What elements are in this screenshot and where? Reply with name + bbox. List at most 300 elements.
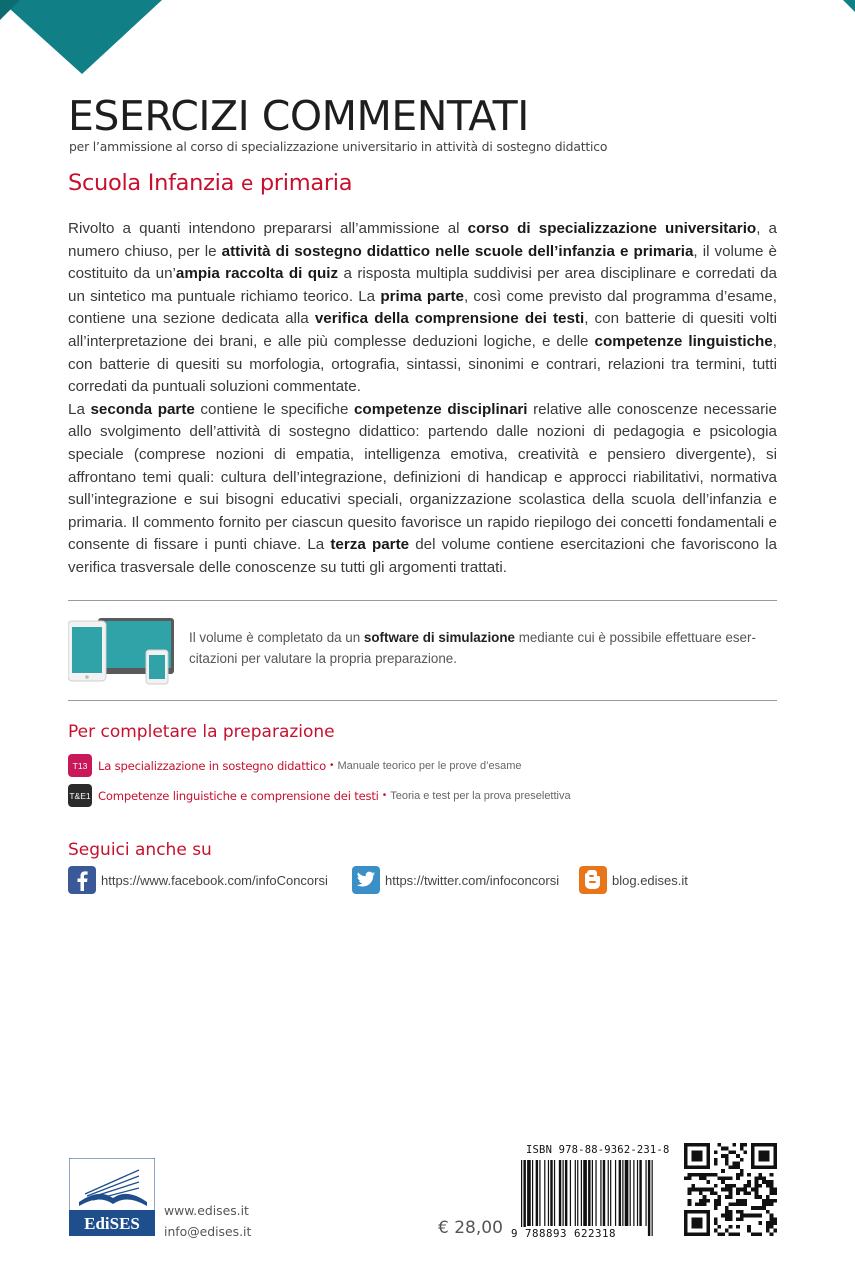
qr-module xyxy=(751,1150,755,1154)
headline-conjunction: e xyxy=(240,171,253,195)
qr-module xyxy=(770,1214,774,1218)
qr-module xyxy=(703,1203,707,1207)
qr-module xyxy=(691,1232,695,1236)
qr-module xyxy=(773,1188,777,1192)
description-paragraph-1 xyxy=(68,218,777,399)
qr-module xyxy=(729,1225,733,1229)
qr-module xyxy=(732,1143,736,1147)
qr-module xyxy=(684,1147,688,1151)
qr-module xyxy=(710,1191,714,1195)
qr-module xyxy=(758,1195,762,1199)
qr-module xyxy=(695,1154,699,1158)
qr-module xyxy=(740,1173,744,1177)
page-title: ESERCIZI COMMENTATI xyxy=(68,92,529,140)
qr-module xyxy=(695,1173,699,1177)
barcode-bar xyxy=(539,1160,540,1226)
qr-module xyxy=(699,1203,703,1207)
body-run: , così come previsto dal programma d’esame, contiene una sezione dedicata alla xyxy=(68,287,777,328)
qr-module xyxy=(691,1143,695,1147)
barcode-bar xyxy=(570,1160,571,1226)
qr-module xyxy=(744,1199,748,1203)
qr-module xyxy=(688,1199,692,1203)
qr-module xyxy=(710,1188,714,1192)
qr-module xyxy=(691,1173,695,1177)
qr-module xyxy=(766,1221,770,1225)
qr-module xyxy=(684,1158,688,1162)
qr-module xyxy=(684,1162,688,1166)
qr-module xyxy=(732,1162,736,1166)
qr-module xyxy=(703,1195,707,1199)
qr-module xyxy=(706,1225,710,1229)
qr-module xyxy=(721,1232,725,1236)
qr-module xyxy=(766,1165,770,1169)
qr-module xyxy=(725,1147,729,1151)
qr-module xyxy=(747,1173,751,1177)
qr-module xyxy=(729,1203,733,1207)
qr-module xyxy=(725,1206,729,1210)
barcode-bar xyxy=(645,1160,646,1226)
qr-module xyxy=(706,1162,710,1166)
barcode-bar xyxy=(588,1160,590,1226)
qr-module xyxy=(699,1232,703,1236)
qr-module xyxy=(691,1150,695,1154)
qr-module xyxy=(699,1221,703,1225)
emphasis-text: corso di specializzazione universitario xyxy=(467,220,757,237)
qr-module xyxy=(732,1232,736,1236)
qr-module xyxy=(688,1176,692,1180)
qr-module xyxy=(714,1150,718,1154)
barcode-bar xyxy=(610,1160,611,1226)
qr-module xyxy=(758,1206,762,1210)
qr-module xyxy=(706,1147,710,1151)
qr-module xyxy=(751,1143,755,1147)
social-twitter[interactable] xyxy=(352,866,559,894)
barcode-bar xyxy=(619,1160,621,1226)
qr-module xyxy=(744,1214,748,1218)
qr-module xyxy=(729,1210,733,1214)
qr-module xyxy=(736,1176,740,1180)
barcode-bar xyxy=(575,1160,576,1226)
qr-module xyxy=(717,1176,721,1180)
qr-module xyxy=(755,1191,759,1195)
qr-module xyxy=(695,1221,699,1225)
qr-module xyxy=(691,1154,695,1158)
qr-module xyxy=(691,1225,695,1229)
qr-module xyxy=(744,1203,748,1207)
blog-link[interactable]: blog.edises.it xyxy=(612,872,688,888)
qr-module xyxy=(751,1158,755,1162)
body-run: , con batterie di quesiti volti all’interpretazione dei brani, e alle più complesse deduzioni logiche, e delle xyxy=(68,310,777,350)
qr-module xyxy=(714,1206,718,1210)
qr-module xyxy=(684,1143,688,1147)
headline-part-2: primaria xyxy=(259,170,353,196)
qr-module xyxy=(732,1165,736,1169)
qr-module xyxy=(695,1232,699,1236)
qr-module xyxy=(766,1210,770,1214)
qr-module xyxy=(699,1199,703,1203)
qr-module xyxy=(710,1173,714,1177)
qr-module xyxy=(714,1158,718,1162)
qr-module xyxy=(729,1150,733,1154)
website-link[interactable]: www.edises.it xyxy=(164,1203,249,1218)
qr-module xyxy=(691,1158,695,1162)
blogger-icon xyxy=(579,866,607,894)
qr-module xyxy=(684,1229,688,1233)
qr-module xyxy=(695,1210,699,1214)
barcode-bar xyxy=(595,1160,596,1226)
software-note-c: mediante cui è possibile effettuare esercitazioni per valutare la propria preparazione. xyxy=(189,630,756,666)
barcode-bar xyxy=(565,1160,567,1226)
isbn-label: ISBN 978-88-9362-231-8 xyxy=(526,1144,670,1156)
qr-module xyxy=(751,1214,755,1218)
qr-module xyxy=(758,1154,762,1158)
emphasis-text: verifica della comprensione dei testi xyxy=(314,310,585,328)
barcode-bar xyxy=(527,1160,531,1226)
qr-module xyxy=(744,1184,748,1188)
barcode-bar xyxy=(592,1160,593,1226)
qr-module xyxy=(714,1173,718,1177)
qr-module xyxy=(684,1210,688,1214)
qr-module xyxy=(766,1199,770,1203)
qr-module xyxy=(695,1143,699,1147)
barcode-bar xyxy=(625,1160,629,1226)
barcode-bar xyxy=(608,1160,609,1226)
price: € 28,00 xyxy=(438,1218,503,1238)
qr-module xyxy=(740,1199,744,1203)
barcode-bar xyxy=(583,1160,587,1226)
qr-module xyxy=(706,1143,710,1147)
qr-module xyxy=(740,1214,744,1218)
qr-module xyxy=(770,1225,774,1229)
qr-module xyxy=(758,1176,762,1180)
qr-module xyxy=(706,1210,710,1214)
qr-code xyxy=(684,1143,777,1236)
qr-module xyxy=(766,1184,770,1188)
qr-module xyxy=(736,1210,740,1214)
qr-module xyxy=(766,1154,770,1158)
qr-module xyxy=(762,1165,766,1169)
qr-module xyxy=(699,1158,703,1162)
qr-module xyxy=(736,1203,740,1207)
body-run: , il volume è costituito da un’ xyxy=(68,242,777,283)
barcode-bar xyxy=(630,1160,631,1226)
qr-module xyxy=(755,1232,759,1236)
qr-module xyxy=(744,1188,748,1192)
social-blog[interactable] xyxy=(579,866,688,894)
qr-module xyxy=(699,1191,703,1195)
qr-module xyxy=(751,1232,755,1236)
qr-module xyxy=(773,1191,777,1195)
qr-module xyxy=(714,1217,718,1221)
barcode-digits: 9 788893 622318 xyxy=(511,1227,617,1240)
contacts xyxy=(164,1200,251,1242)
qr-module xyxy=(740,1188,744,1192)
headline-part-1: Scuola Infanzia xyxy=(68,170,235,196)
emphasis-text: ampia raccolta di quiz xyxy=(175,265,339,283)
qr-module xyxy=(688,1210,692,1214)
edises-logo xyxy=(69,1158,155,1236)
qr-module xyxy=(744,1143,748,1147)
qr-module xyxy=(706,1158,710,1162)
qr-module xyxy=(766,1229,770,1233)
book-item[interactable] xyxy=(68,754,522,777)
qr-module xyxy=(755,1214,759,1218)
qr-module xyxy=(766,1158,770,1162)
qr-module xyxy=(695,1165,699,1169)
body-run: del volume contiene esercitazioni che favoriscono la verifica trasversale delle conoscenze su tutti gli argomenti trattati. xyxy=(68,536,777,576)
email-link[interactable]: info@edises.it xyxy=(164,1224,252,1239)
qr-module xyxy=(747,1180,751,1184)
barcode-bar xyxy=(577,1160,578,1226)
qr-module xyxy=(762,1150,766,1154)
headline xyxy=(68,170,352,196)
barcode-bar xyxy=(532,1160,533,1226)
barcode-bar xyxy=(559,1160,561,1226)
qr-module xyxy=(688,1173,692,1177)
twitter-icon xyxy=(352,866,380,894)
qr-module xyxy=(691,1210,695,1214)
body-run: Rivolto a quanti intendono prepararsi all’ammissione al xyxy=(68,220,468,237)
qr-module xyxy=(725,1154,729,1158)
qr-module xyxy=(770,1184,774,1188)
qr-module xyxy=(755,1180,759,1184)
social-title: Seguici anche su xyxy=(68,840,212,860)
book-code-badge: T&E1 xyxy=(68,784,92,807)
qr-module xyxy=(758,1150,762,1154)
corner-triangle-decoration xyxy=(0,0,170,80)
qr-module xyxy=(740,1203,744,1207)
qr-module xyxy=(732,1150,736,1154)
emphasis-text: seconda parte xyxy=(90,400,195,418)
software-note-a: Il volume è completato da un xyxy=(189,630,364,645)
book-description: Manuale teorico per le prove d’esame xyxy=(337,759,522,772)
barcode-bar xyxy=(600,1160,601,1226)
qr-module xyxy=(740,1169,744,1173)
barcode-bar xyxy=(648,1160,650,1236)
qr-module xyxy=(740,1158,744,1162)
qr-module xyxy=(721,1180,725,1184)
qr-module xyxy=(755,1143,759,1147)
qr-module xyxy=(725,1195,729,1199)
qr-module xyxy=(695,1217,699,1221)
book-separator: • xyxy=(329,760,334,771)
qr-module xyxy=(770,1173,774,1177)
qr-module xyxy=(747,1191,751,1195)
qr-module xyxy=(725,1229,729,1233)
qr-module xyxy=(706,1150,710,1154)
qr-module xyxy=(766,1203,770,1207)
logo-text: EdiSES xyxy=(84,1214,140,1233)
qr-module xyxy=(717,1232,721,1236)
body-run: , a numero chiuso, per le xyxy=(68,220,777,260)
qr-module xyxy=(736,1217,740,1221)
qr-module xyxy=(747,1214,751,1218)
qr-module xyxy=(773,1217,777,1221)
qr-module xyxy=(699,1217,703,1221)
qr-module xyxy=(706,1199,710,1203)
qr-module xyxy=(762,1206,766,1210)
qr-module xyxy=(770,1221,774,1225)
barcode-bar xyxy=(548,1160,549,1226)
qr-module xyxy=(736,1191,740,1195)
qr-module xyxy=(717,1195,721,1199)
barcode-bar xyxy=(637,1160,638,1226)
qr-module xyxy=(691,1217,695,1221)
qr-module xyxy=(699,1176,703,1180)
barcode-bar xyxy=(633,1160,634,1226)
qr-module xyxy=(706,1188,710,1192)
qr-module xyxy=(703,1165,707,1169)
qr-module xyxy=(695,1158,699,1162)
qr-module xyxy=(703,1176,707,1180)
qr-module xyxy=(770,1180,774,1184)
qr-module xyxy=(766,1225,770,1229)
qr-module xyxy=(688,1165,692,1169)
facebook-link[interactable]: https://www.facebook.com/infoConcorsi xyxy=(101,872,328,888)
twitter-link[interactable]: https://twitter.com/infoconcorsi xyxy=(385,872,560,888)
qr-module xyxy=(699,1225,703,1229)
qr-module xyxy=(714,1191,718,1195)
qr-module xyxy=(717,1143,721,1147)
book-item[interactable] xyxy=(68,784,571,807)
book-separator: • xyxy=(382,790,387,801)
qr-module xyxy=(721,1214,725,1218)
qr-module xyxy=(729,1176,733,1180)
barcode-bar xyxy=(562,1160,563,1226)
qr-module xyxy=(773,1143,777,1147)
qr-module xyxy=(762,1143,766,1147)
qr-module xyxy=(691,1221,695,1225)
qr-module xyxy=(729,1165,733,1169)
qr-module xyxy=(758,1221,762,1225)
barcode-bar xyxy=(603,1160,605,1226)
qr-module xyxy=(773,1150,777,1154)
qr-module xyxy=(721,1188,725,1192)
qr-module xyxy=(770,1143,774,1147)
qr-module xyxy=(706,1229,710,1233)
qr-module xyxy=(747,1229,751,1233)
qr-module xyxy=(762,1199,766,1203)
qr-module xyxy=(729,1214,733,1218)
divider-top xyxy=(68,600,777,601)
qr-module xyxy=(695,1150,699,1154)
qr-module xyxy=(691,1165,695,1169)
qr-module xyxy=(729,1195,733,1199)
qr-module xyxy=(703,1210,707,1214)
qr-module xyxy=(762,1180,766,1184)
barcode-bar xyxy=(554,1160,555,1226)
qr-module xyxy=(688,1232,692,1236)
qr-module xyxy=(703,1188,707,1192)
qr-module xyxy=(740,1147,744,1151)
qr-module xyxy=(706,1180,710,1184)
qr-module xyxy=(699,1154,703,1158)
qr-module xyxy=(770,1217,774,1221)
qr-module xyxy=(758,1165,762,1169)
emphasis-text: attività di sostegno didattico nelle scuole dell’infanzia e primaria xyxy=(221,242,694,260)
qr-module xyxy=(766,1180,770,1184)
qr-module xyxy=(744,1150,748,1154)
qr-module xyxy=(714,1203,718,1207)
qr-module xyxy=(721,1169,725,1173)
qr-module xyxy=(762,1154,766,1158)
qr-module xyxy=(770,1188,774,1192)
social-facebook[interactable] xyxy=(68,866,328,894)
software-note-b: software di simulazione xyxy=(363,630,515,645)
qr-module xyxy=(699,1165,703,1169)
qr-module xyxy=(758,1184,762,1188)
qr-module xyxy=(762,1176,766,1180)
qr-module xyxy=(699,1188,703,1192)
qr-module xyxy=(766,1150,770,1154)
qr-module xyxy=(736,1232,740,1236)
qr-module xyxy=(736,1225,740,1229)
qr-module xyxy=(770,1191,774,1195)
divider-bottom xyxy=(68,700,777,701)
qr-module xyxy=(755,1165,759,1169)
qr-module xyxy=(755,1195,759,1199)
qr-module xyxy=(699,1143,703,1147)
qr-module xyxy=(706,1214,710,1218)
qr-module xyxy=(751,1188,755,1192)
qr-module xyxy=(758,1173,762,1177)
qr-module xyxy=(706,1173,710,1177)
qr-module xyxy=(736,1173,740,1177)
qr-module xyxy=(691,1184,695,1188)
qr-module xyxy=(773,1165,777,1169)
qr-module xyxy=(770,1232,774,1236)
qr-module xyxy=(714,1199,718,1203)
qr-module xyxy=(755,1206,759,1210)
qr-module xyxy=(751,1147,755,1151)
qr-module xyxy=(762,1203,766,1207)
qr-module xyxy=(729,1232,733,1236)
qr-module xyxy=(684,1176,688,1180)
qr-module xyxy=(773,1154,777,1158)
qr-module xyxy=(725,1184,729,1188)
qr-module xyxy=(773,1158,777,1162)
qr-module xyxy=(706,1165,710,1169)
qr-module xyxy=(762,1158,766,1162)
barcode-bar xyxy=(550,1160,552,1226)
qr-module xyxy=(725,1158,729,1162)
qr-module xyxy=(714,1184,718,1188)
book-description: Teoria e test per la prova preselettiva xyxy=(390,789,571,802)
qr-module xyxy=(695,1203,699,1207)
qr-module xyxy=(732,1184,736,1188)
qr-module xyxy=(736,1162,740,1166)
emphasis-text: competenze disciplinari xyxy=(353,400,528,418)
qr-module xyxy=(699,1150,703,1154)
body-run: contiene le specifiche xyxy=(194,400,354,418)
devices-icon xyxy=(68,617,178,685)
qr-module xyxy=(736,1199,740,1203)
qr-module xyxy=(747,1184,751,1188)
qr-module xyxy=(755,1188,759,1192)
qr-module xyxy=(732,1203,736,1207)
qr-module xyxy=(744,1191,748,1195)
qr-module xyxy=(691,1188,695,1192)
emphasis-text: prima parte xyxy=(380,287,464,305)
qr-module xyxy=(706,1221,710,1225)
qr-module xyxy=(721,1147,725,1151)
qr-module xyxy=(684,1154,688,1158)
qr-module xyxy=(740,1217,744,1221)
qr-module xyxy=(725,1217,729,1221)
qr-module xyxy=(725,1176,729,1180)
qr-module xyxy=(721,1154,725,1158)
qr-module xyxy=(758,1214,762,1218)
